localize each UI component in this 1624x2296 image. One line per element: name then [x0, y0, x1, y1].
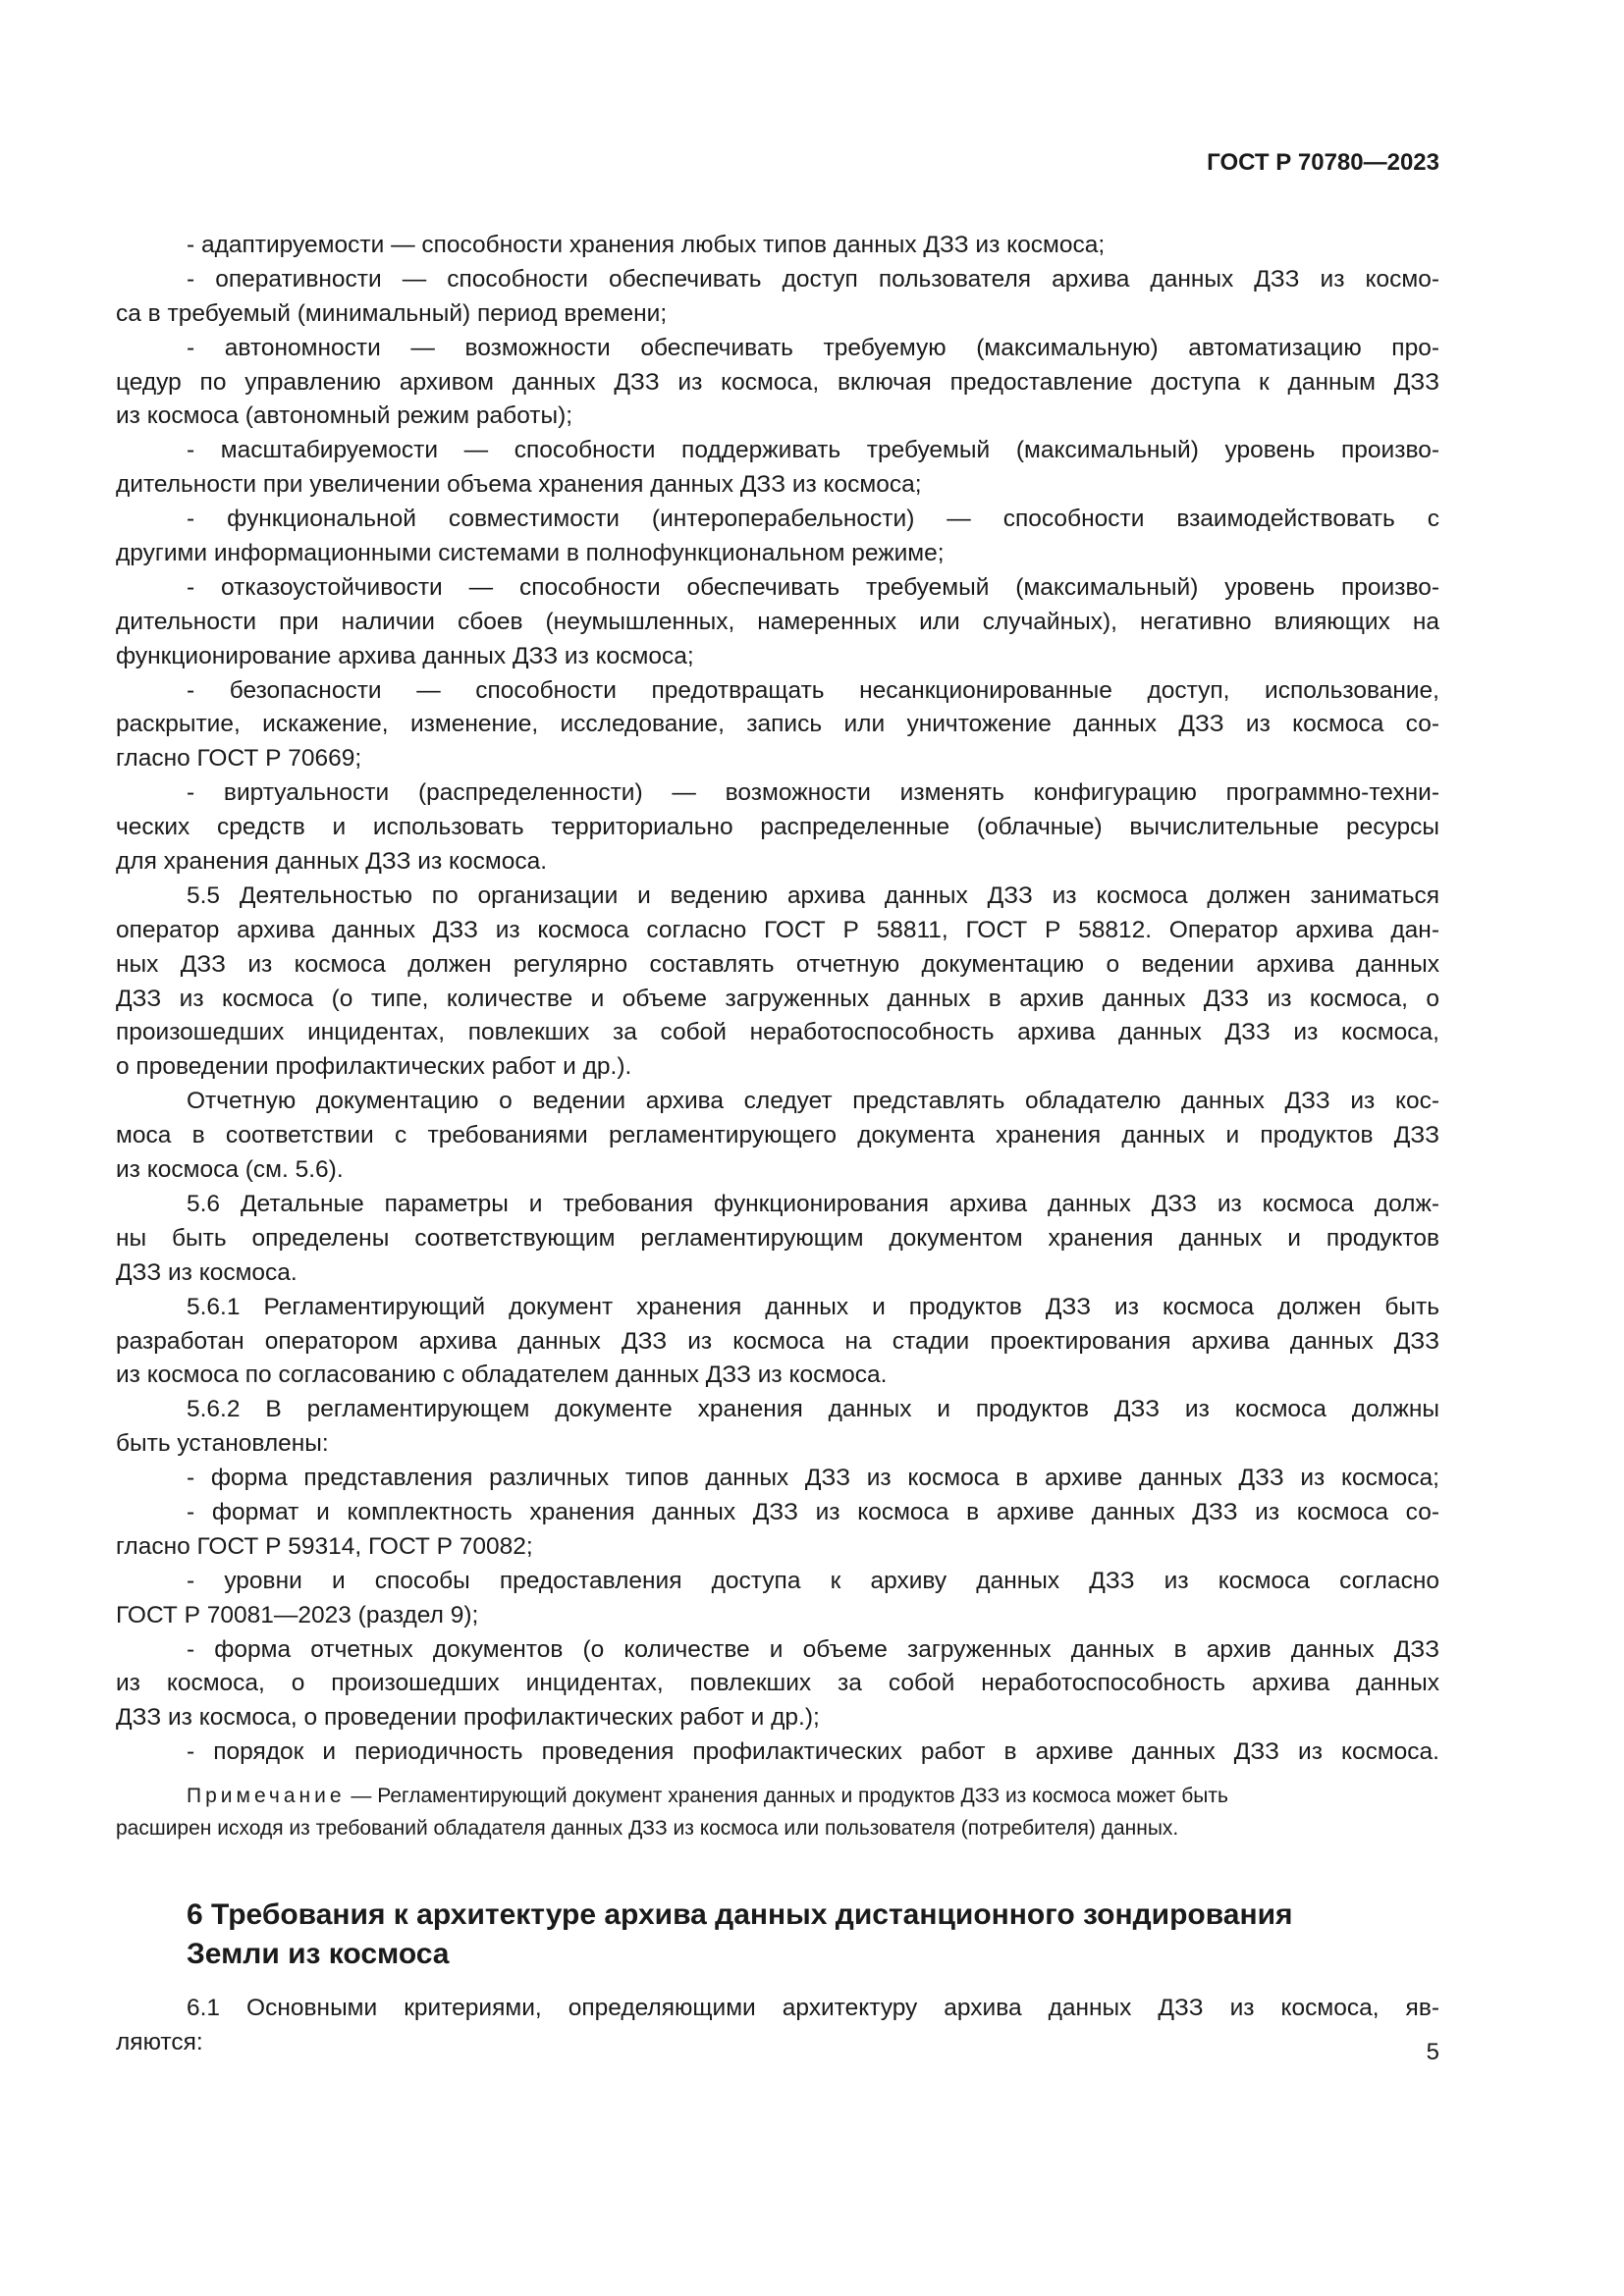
- text-line: из космоса, о произошедших инцидентах, повлекших за собой неработоспособность архива данных: [116, 1670, 1439, 1697]
- text-line: ГОСТ Р 70081—2023 (раздел 9);: [116, 1601, 479, 1629]
- list-item: - форма представления различных типов данных ДЗЗ из космоса в архиве данных ДЗЗ из космоса;: [187, 1465, 1439, 1492]
- text-line: разработан оператором архива данных ДЗЗ из космоса на стадии проектирования архива данных ДЗЗ: [116, 1327, 1439, 1355]
- paragraph-5-6-1-line: 5.6.1 Регламентирующий документ хранения данных и продуктов ДЗЗ из космоса должен быть: [187, 1293, 1439, 1320]
- text-line: дительности при увеличении объема хранения данных ДЗЗ из космоса;: [116, 471, 922, 499]
- list-item: - функциональной совместимости (интероперабельности) — способности взаимодействовать с: [187, 506, 1439, 533]
- document-body: [116, 229, 1439, 2060]
- text-line: ных ДЗЗ из космоса должен регулярно составлять отчетную документацию о ведении архива данных: [116, 950, 1439, 978]
- text-line: ляются:: [116, 2028, 203, 2056]
- note-line: расширен исходя из требований обладателя данных ДЗЗ из космоса или пользователя (потребителя) данных.: [116, 1817, 1179, 1841]
- text-line: ДЗЗ из космоса (о типе, количестве и объеме загруженных данных в архив данных ДЗЗ из космоса, о: [116, 985, 1439, 1012]
- document-code-header: ГОСТ Р 70780—2023: [1207, 149, 1439, 176]
- text-line: произошедших инцидентах, повлекших за собой неработоспособность архива данных ДЗЗ из космоса,: [116, 1019, 1439, 1046]
- list-item: - уровни и способы предоставления доступа к архиву данных ДЗЗ из космоса согласно: [187, 1567, 1439, 1594]
- text-line: моса в соответствии с требованиями регламентирующего документа хранения данных и продуктов ДЗЗ: [116, 1122, 1439, 1149]
- paragraph-5-5-line: 5.5 Деятельностью по организации и ведению архива данных ДЗЗ из космоса должен заниматься: [187, 881, 1439, 909]
- list-item: - виртуальности (распределенности) — возможности изменять конфигурацию программно-техни-: [187, 779, 1439, 807]
- section-heading: Земли из космоса: [187, 1938, 450, 1971]
- note-label: Примечание: [187, 1785, 346, 1808]
- text-line: о проведении профилактических работ и др.).: [116, 1053, 632, 1081]
- list-item: - отказоустойчивости — способности обеспечивать требуемый (максимальный) уровень произво-: [187, 573, 1439, 601]
- text-line: гласно ГОСТ Р 70669;: [116, 745, 362, 773]
- text-line: другими информационными системами в полнофункциональном режиме;: [116, 540, 945, 567]
- list-item: - масштабируемости — способности поддерживать требуемый (максимальный) уровень произво-: [187, 437, 1439, 464]
- note-text: — Регламентирующий документ хранения данных и продуктов ДЗЗ из космоса может быть: [345, 1785, 1228, 1808]
- text-line: для хранения данных ДЗЗ из космоса.: [116, 848, 548, 876]
- text-line: из космоса (автономный режим работы);: [116, 402, 573, 430]
- list-item: - формат и комплектность хранения данных ДЗЗ из космоса в архиве данных ДЗЗ из космоса со-: [187, 1498, 1439, 1525]
- text-line: цедур по управлению архивом данных ДЗЗ из космоса, включая предоставление доступа к данным ДЗЗ: [116, 368, 1439, 396]
- list-item: - порядок и периодичность проведения профилактических работ в архиве данных ДЗЗ из космоса.: [187, 1738, 1439, 1766]
- text-line: гласно ГОСТ Р 59314, ГОСТ Р 70082;: [116, 1532, 533, 1560]
- note-line: [116, 1780, 1439, 1812]
- list-item: - форма отчетных документов (о количестве и объеме загруженных данных в архив данных ДЗЗ: [187, 1635, 1439, 1663]
- paragraph-5-6-2-line: 5.6.2 В регламентирующем документе хранения данных и продуктов ДЗЗ из космоса должны: [187, 1396, 1439, 1423]
- text-line: са в требуемый (минимальный) период времени;: [116, 299, 668, 327]
- text-line: из космоса по согласованию с обладателем данных ДЗЗ из космоса.: [116, 1362, 888, 1389]
- text-line: раскрытие, искажение, изменение, исследование, запись или уничтожение данных ДЗЗ из космоса со-: [116, 711, 1439, 738]
- list-item: - адаптируемости — способности хранения любых типов данных ДЗЗ из космоса;: [187, 232, 1106, 258]
- text-line: ДЗЗ из космоса, о проведении профилактических работ и др.);: [116, 1704, 820, 1732]
- paragraph-6-1-line: 6.1 Основными критериями, определяющими архитектуру архива данных ДЗЗ из космоса, яв-: [187, 1995, 1439, 2022]
- list-item: - безопасности — способности предотвращать несанкционированные доступ, использование,: [187, 676, 1439, 704]
- text-line: ны быть определены соответствующим регламентирующим документом хранения данных и продуктов: [116, 1224, 1439, 1252]
- text-line: Отчетную документацию о ведении архива следует представлять обладателю данных ДЗЗ из кос-: [187, 1088, 1439, 1115]
- text-line: оператор архива данных ДЗЗ из космоса согласно ГОСТ Р 58811, ГОСТ Р 58812. Оператор архива дан-: [116, 916, 1439, 943]
- list-item: - автономности — возможности обеспечивать требуемую (максимальную) автоматизацию про-: [187, 334, 1439, 361]
- text-line: ческих средств и использовать территориально распределенные (облачные) вычислительные ресурсы: [116, 814, 1439, 841]
- list-item: - оперативности — способности обеспечивать доступ пользователя архива данных ДЗЗ из космо-: [187, 265, 1439, 293]
- section-heading: 6 Требования к архитектуре архива данных дистанционного зондирования: [187, 1898, 1293, 1932]
- text-line: дительности при наличии сбоев (неумышленных, намеренных или случайных), негативно влияющих на: [116, 608, 1439, 635]
- text-line: функционирование архива данных ДЗЗ из космоса;: [116, 642, 694, 669]
- text-line: ДЗЗ из космоса.: [116, 1258, 298, 1286]
- text-line: быть установлены:: [116, 1430, 329, 1458]
- text-line: из космоса (см. 5.6).: [116, 1156, 344, 1184]
- paragraph-5-6-line: 5.6 Детальные параметры и требования функционирования архива данных ДЗЗ из космоса долж-: [187, 1190, 1439, 1217]
- page-number: 5: [1426, 2039, 1439, 2065]
